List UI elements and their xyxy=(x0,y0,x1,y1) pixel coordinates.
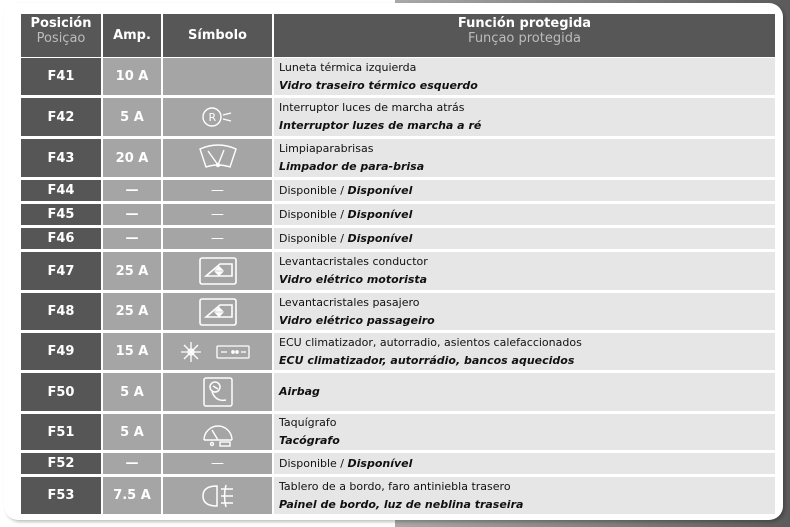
table-row xyxy=(21,373,775,411)
header-function-es: Función protegida xyxy=(457,16,592,31)
function-line xyxy=(279,455,775,473)
table-row xyxy=(21,453,775,474)
function-pt: Disponível xyxy=(347,207,413,221)
header-position-pt: Posiçao xyxy=(36,31,86,46)
header-function xyxy=(274,14,775,57)
function-pt: Disponível xyxy=(347,231,413,245)
reverse-light-switch-icon xyxy=(163,98,272,136)
function-es: Taquígrafo xyxy=(279,416,337,429)
function-pt: Vidro traseiro térmico esquerdo xyxy=(279,78,478,92)
power-window-icon xyxy=(163,252,272,290)
function-es: Luneta térmica izquierda xyxy=(279,60,417,74)
symbol-cell: — xyxy=(163,228,272,249)
function-pt: Limpador de para-brisa xyxy=(279,160,425,173)
fuse-position: F51 xyxy=(21,414,101,450)
function-pt: Tacógrafo xyxy=(279,434,340,447)
tachograph-icon xyxy=(163,414,272,450)
table-row xyxy=(21,228,775,249)
function-line xyxy=(279,230,775,248)
function-es: Levantacristales pasajero xyxy=(279,295,420,309)
symbol-cell: — xyxy=(163,180,272,201)
fuse-amperage: 15 A xyxy=(103,333,161,370)
fuse-position: F47 xyxy=(21,252,101,290)
table-row xyxy=(21,139,775,177)
fuse-position: F48 xyxy=(21,293,101,330)
header-symbol xyxy=(163,14,272,57)
symbol-cell xyxy=(163,58,272,95)
table-row xyxy=(21,98,775,136)
fuse-position: F46 xyxy=(21,228,101,249)
climate-radio-icon xyxy=(163,333,272,370)
rear-fog-light-icon xyxy=(163,477,272,514)
fuse-position: F49 xyxy=(21,333,101,370)
table-row xyxy=(21,252,775,290)
protected-function xyxy=(274,98,775,136)
svg-text:R: R xyxy=(208,111,216,124)
function-es: Levantacristales conductor xyxy=(279,255,428,268)
fuse-amperage: 10 A xyxy=(103,58,161,95)
header-amp-label: Amp. xyxy=(113,28,151,43)
table-row xyxy=(21,414,775,450)
fuse-position: F42 xyxy=(21,98,101,136)
fuse-position: F52 xyxy=(21,453,101,474)
function-es: Disponible / xyxy=(279,207,348,221)
table-row xyxy=(21,293,775,330)
fuse-amperage: 7.5 A xyxy=(103,477,161,514)
airbag-icon xyxy=(163,373,272,411)
fuse-amperage: — xyxy=(103,204,161,225)
protected-function xyxy=(274,414,775,450)
protected-function xyxy=(274,293,775,330)
table-row xyxy=(21,333,775,370)
fuse-amperage: — xyxy=(103,228,161,249)
fuse-position: F53 xyxy=(21,477,101,514)
function-es: Disponible / xyxy=(279,183,348,197)
function-pt: Airbag xyxy=(279,385,320,398)
header-position xyxy=(21,14,101,57)
fuse-position: F43 xyxy=(21,139,101,177)
header-position-es: Posición xyxy=(30,16,92,31)
fuse-amperage: 5 A xyxy=(103,98,161,136)
fuse-amperage: 20 A xyxy=(103,139,161,177)
fuse-table-card xyxy=(4,3,783,520)
protected-function xyxy=(274,58,775,95)
fuse-position: F50 xyxy=(21,373,101,411)
function-es: Tablero de a bordo, faro antiniebla trasero xyxy=(279,479,511,493)
protected-function xyxy=(274,252,775,290)
function-pt: Vidro elétrico passageiro xyxy=(279,313,435,327)
function-line xyxy=(279,182,775,200)
table-row xyxy=(21,180,775,201)
function-pt: Vidro elétrico motorista xyxy=(279,273,428,286)
fuse-amperage: — xyxy=(103,180,161,201)
header-amp xyxy=(103,14,161,57)
power-window-icon xyxy=(163,293,272,330)
function-es: Limpiaparabrisas xyxy=(279,142,374,155)
function-pt: Interruptor luzes de marcha a ré xyxy=(279,119,482,132)
protected-function xyxy=(274,477,775,514)
fuse-amperage: — xyxy=(103,453,161,474)
fuse-position: F41 xyxy=(21,58,101,95)
function-pt: Disponível xyxy=(347,456,413,470)
protected-function xyxy=(274,333,775,370)
fuse-amperage: 25 A xyxy=(103,252,161,290)
header-function-pt: Funçao protegida xyxy=(468,31,581,46)
protected-function xyxy=(274,228,775,249)
symbol-cell: — xyxy=(163,204,272,225)
windshield-wiper-icon xyxy=(163,139,272,177)
protected-function xyxy=(274,453,775,474)
fuse-amperage: 5 A xyxy=(103,373,161,411)
function-es: Disponible / xyxy=(279,456,348,470)
protected-function xyxy=(274,373,775,411)
table-row xyxy=(21,204,775,225)
function-es: ECU climatizador, autorradio, asientos calefaccionados xyxy=(279,335,582,349)
symbol-cell: — xyxy=(163,453,272,474)
header-symbol-label: Símbolo xyxy=(188,28,247,43)
table-row xyxy=(21,58,775,95)
protected-function xyxy=(274,139,775,177)
function-es: Interruptor luces de marcha atrás xyxy=(279,101,465,114)
fuse-amperage: 5 A xyxy=(103,414,161,450)
protected-function xyxy=(274,180,775,201)
function-pt: Painel de bordo, luz de neblina traseira xyxy=(279,497,524,511)
fuse-position: F45 xyxy=(21,204,101,225)
protected-function xyxy=(274,204,775,225)
function-pt: Disponível xyxy=(347,183,413,197)
table-row xyxy=(21,477,775,514)
fuse-amperage: 25 A xyxy=(103,293,161,330)
function-pt: ECU climatizador, autorrádio, bancos aquecidos xyxy=(279,353,575,367)
function-line xyxy=(279,206,775,224)
fuse-position: F44 xyxy=(21,180,101,201)
function-es: Disponible / xyxy=(279,231,348,245)
